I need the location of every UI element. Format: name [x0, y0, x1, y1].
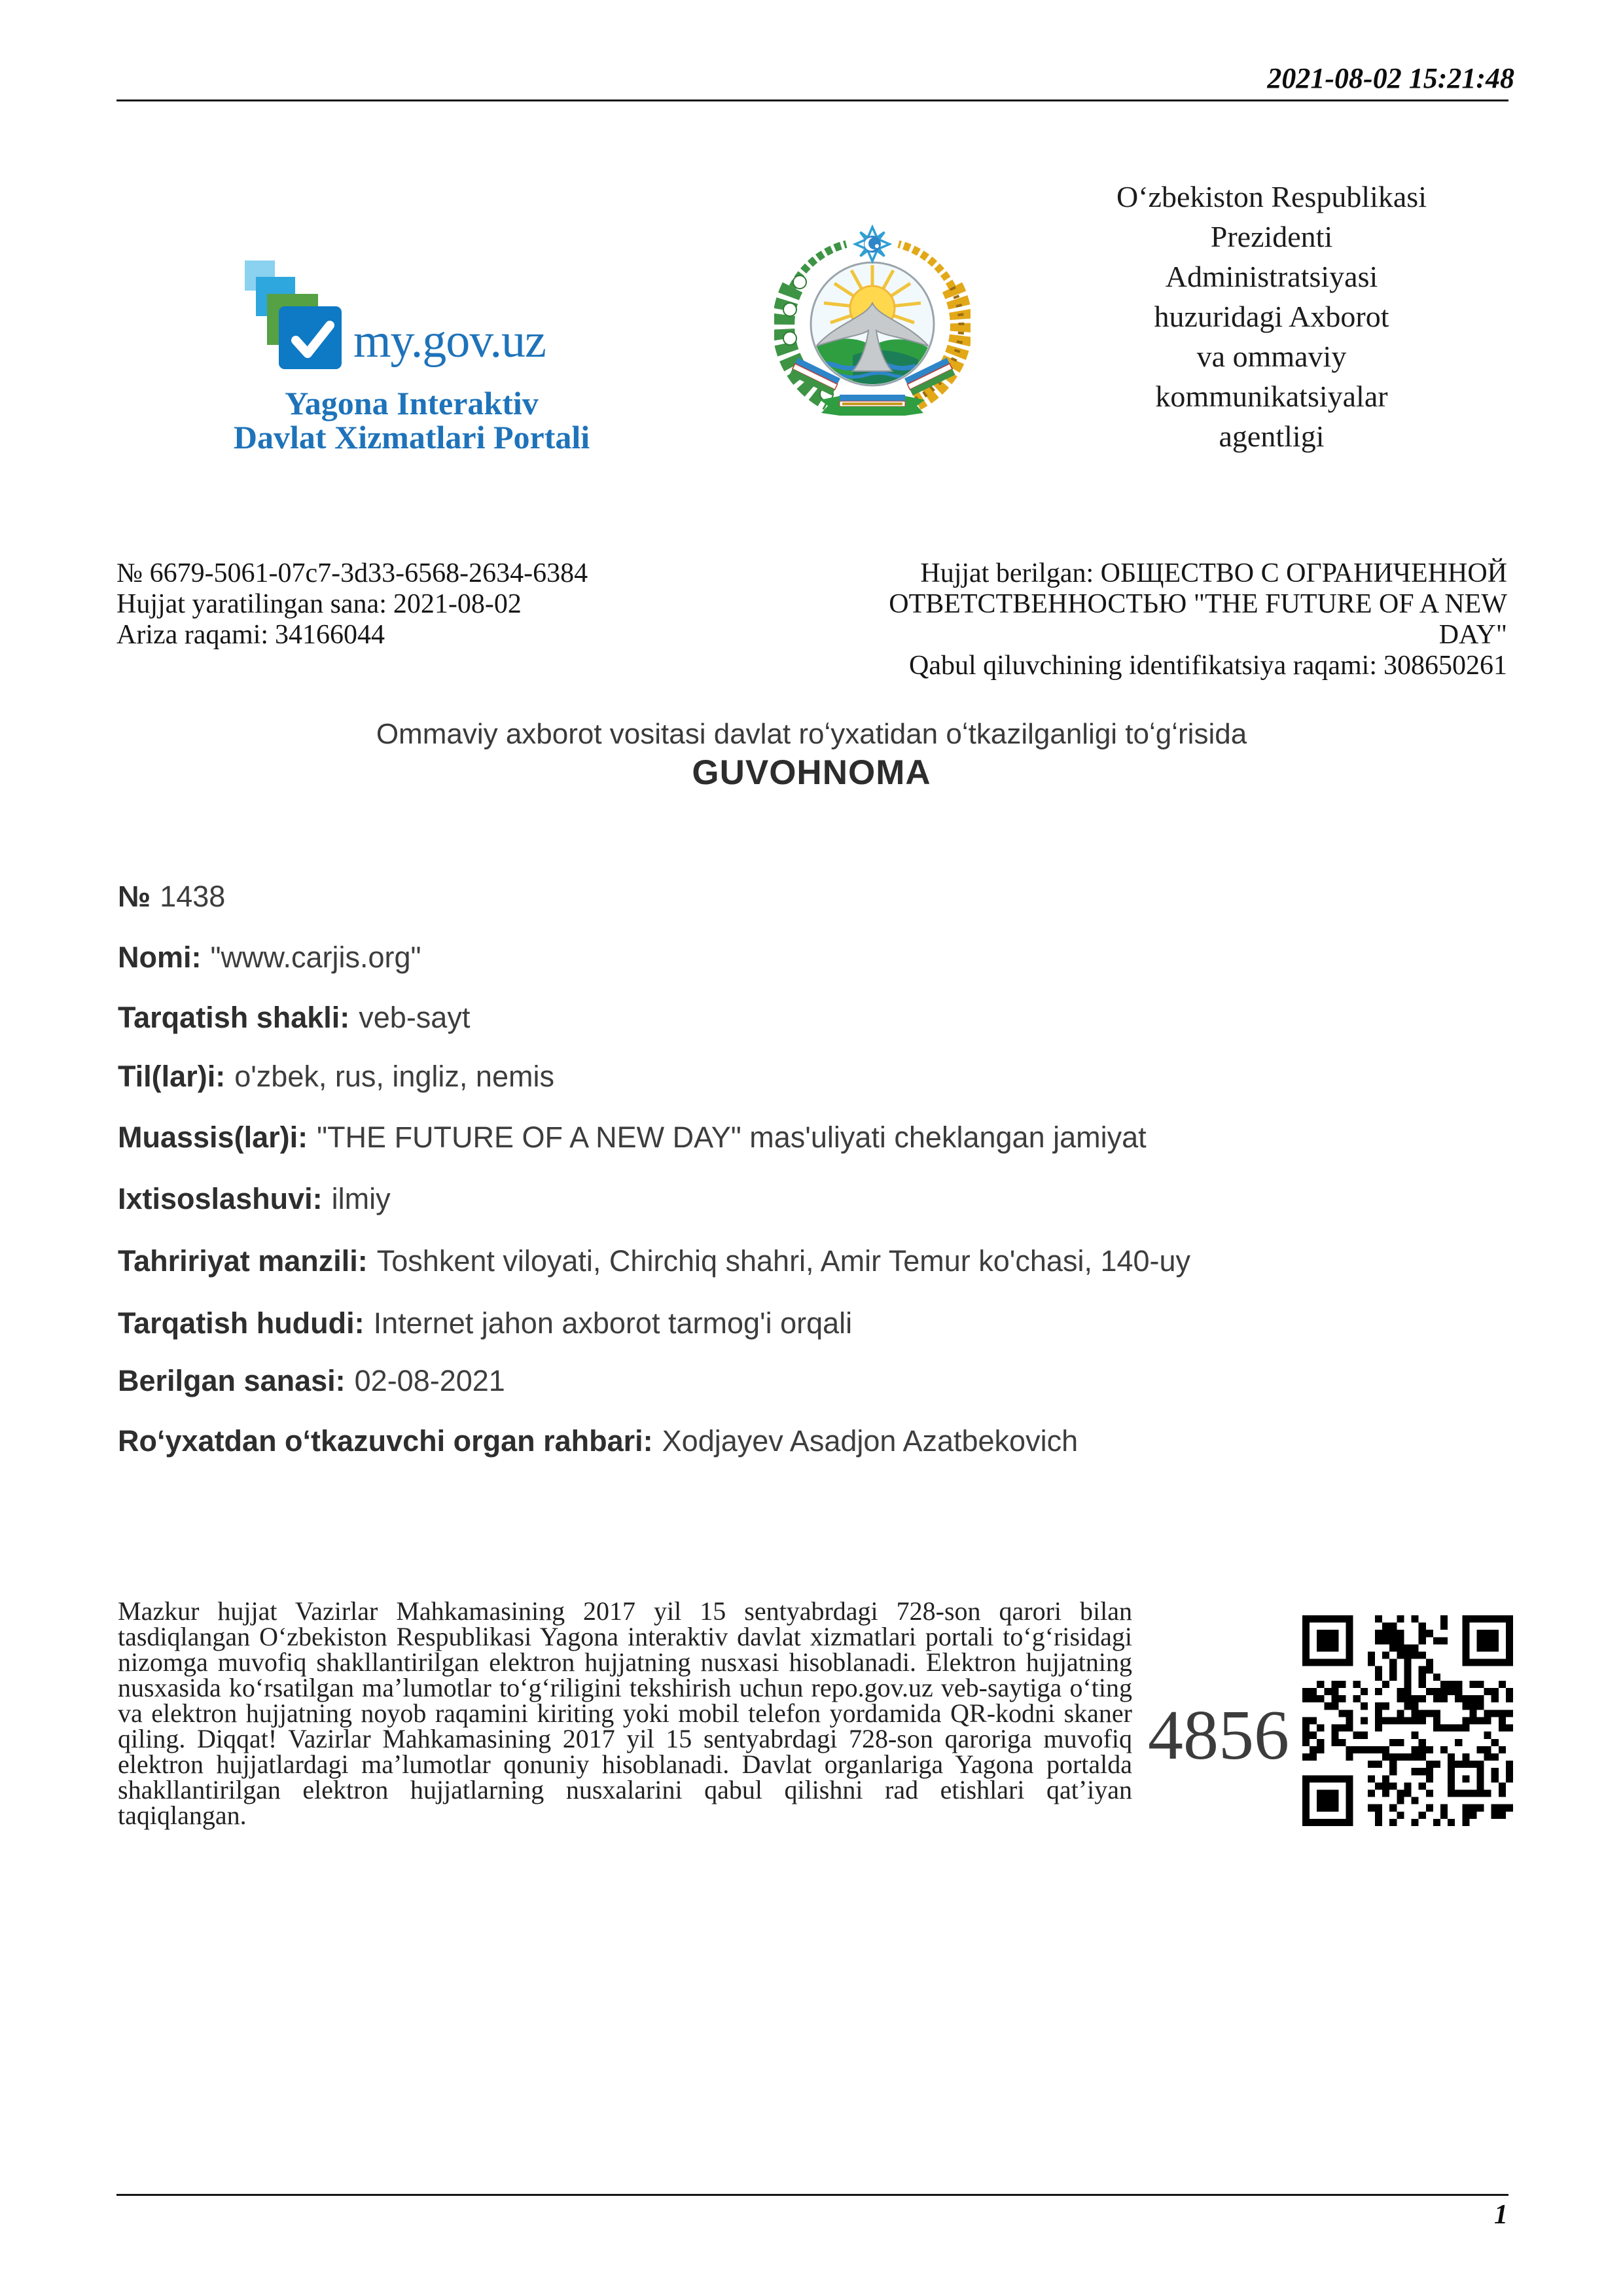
emblem-crescent-star	[855, 227, 889, 261]
document-timestamp: 2021-08-02 15:21:48	[1267, 62, 1514, 94]
page-number: 1	[1494, 2200, 1508, 2230]
agency-line: kommunikatsiyalar	[1155, 380, 1388, 413]
agency-line: huzuridagi Axborot	[1154, 300, 1389, 333]
verification-code: 4856	[1148, 1696, 1289, 1774]
field-row-name: Nomi: "www.carjis.org"	[118, 941, 421, 974]
uzbekistan-emblem	[774, 224, 971, 421]
agency-line: Prezidenti	[1210, 220, 1333, 253]
footer-divider	[116, 2194, 1508, 2196]
field-row-distribution-form: Tarqatish shakli: veb-sayt	[118, 1001, 471, 1034]
agency-line: Administratsiyasi	[1165, 260, 1378, 293]
portal-subtitle-line1: Yagona Interaktiv	[285, 385, 539, 422]
document-info-left	[116, 558, 588, 651]
application-number: Ariza raqami: 34166044	[116, 620, 385, 650]
field-row-editorial-address: Tahririyat manzili: Toshkent viloyati, Chirchiq shahri, Amir Temur ko'chasi, 140-uy	[118, 1244, 1191, 1278]
field-row-number: № 1438	[118, 880, 226, 913]
agency-line: Oʻzbekiston Respublikasi	[1116, 180, 1427, 213]
field-row-registering-official: Roʻyxatdan oʻtkazuvchi organ rahbari: Xodjayev Asadjon Azatbekovich	[118, 1424, 1079, 1458]
emblem-ribbon	[820, 395, 925, 416]
certificate-title: GUVOHNOMA	[692, 753, 931, 792]
field-row-founders: Muassis(lar)i: "THE FUTURE OF A NEW DAY" mas'uliyati cheklangan jamiyat	[118, 1121, 1147, 1154]
field-row-distribution-area: Tarqatish hududi: Internet jahon axborot tarmog'i orqali	[118, 1306, 853, 1340]
header-divider	[116, 99, 1508, 101]
mygovuz-logo-title: my.gov.uz	[353, 314, 546, 368]
agency-line: agentligi	[1219, 420, 1325, 453]
legal-notice: Mazkur hujjat Vazirlar Mahkamasining 2017 yil 15 sentyabrdagi 728-son qarori bilan tasdiqlangan Oʻzbekiston Respublikasi Yagona interaktiv davlat xizmatlari portali toʻgʻrisidagi nizomga muvofiq shakllantirilgan elektron hujjatning nusxasi hisoblanadi. Elektron hujjatning nusxasida koʻrsatilgan maʼlumotlar toʻgʻriligini tekshirish uchun repo.gov.uz veb-saytiga oʻting va elektron hujjatning noyob raqamini kiriting yoki mobil telefon yordamida QR-kodni skaner qiling. Diqqat! Vazirlar Mahkamasining 2017 yil 15 sentyabrdagi 728-son qaroriga muvofiq elektron hujjatlardagi maʼlumotlar qonuniy hisoblanadi. Davlat organlariga Yagona portalda shakllantirilgan elektron hujjatlarning nusxalarini qabul qilishni rad etishlari qatʼiyan taqiqlangan.	[118, 1596, 1132, 1830]
portal-subtitle-line2: Davlat Xizmatlari Portali	[233, 419, 590, 456]
qr-code	[1302, 1615, 1513, 1826]
issued-by: Hujjat berilgan: ОБЩЕСТВО С ОГРАНИЧЕННОЙ ОТВЕТСТВЕННОСТЬЮ "THE FUTURE OF A NEW DAY"	[889, 558, 1507, 650]
mygovuz-logo-icon	[245, 260, 344, 372]
agency-name-block	[1034, 177, 1509, 456]
document-created-date: Hujjat yaratilingan sana: 2021-08-02	[116, 589, 522, 619]
certificate-subtitle: Ommaviy axborot vositasi davlat roʻyxatidan oʻtkazilganligi toʻgʻrisida	[376, 718, 1247, 750]
field-row-specialization: Ixtisoslashuvi: ilmiy	[118, 1182, 391, 1215]
field-row-languages: Til(lar)i: o'zbek, rus, ingliz, nemis	[118, 1060, 554, 1093]
document-number: № 6679-5061-07c7-3d33-6568-2634-6384	[116, 558, 588, 588]
field-row-issue-date: Berilgan sanasi: 02-08-2021	[118, 1364, 505, 1397]
recipient-id: Qabul qiluvchining identifikatsiya raqami: 308650261	[908, 651, 1507, 681]
document-info-right	[846, 558, 1507, 681]
check-squares-icon	[245, 260, 344, 372]
agency-line: va ommaviy	[1196, 340, 1347, 373]
